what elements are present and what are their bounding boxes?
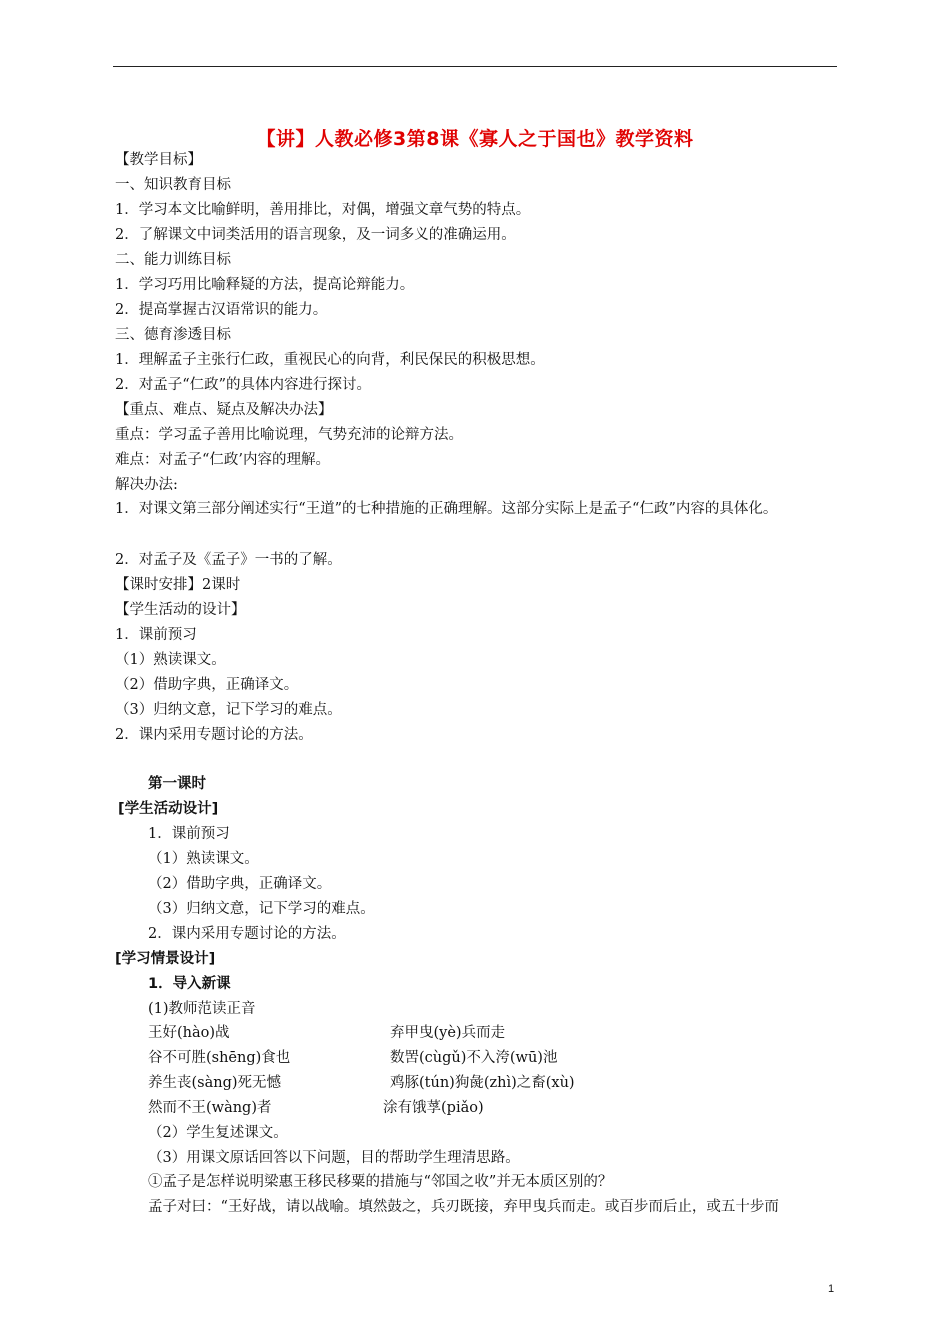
text-line: 重点：学习孟子善用比喻说理，气势充沛的论辩方法。 — [115, 427, 463, 443]
text-line: (1)教师范读正音 — [148, 1001, 256, 1017]
section-heading: 【教学目标】 — [115, 152, 202, 168]
page-number: 1 — [828, 1283, 835, 1295]
text-line: 2．了解课文中词类活用的语言现象，及一词多义的准确运用。 — [115, 227, 516, 243]
subheading: 二、能力训练目标 — [115, 252, 231, 268]
subsection-heading: [学生活动设计] — [118, 801, 219, 817]
pinyin-item: 谷不可胜(shēng)食也 — [148, 1050, 291, 1066]
text-line: 1．课前预习 — [148, 826, 230, 842]
text-line: 2．提高掌握古汉语常识的能力。 — [115, 302, 328, 318]
text-line: （3）归纳文意，记下学习的难点。 — [148, 901, 375, 917]
text-line: （3）用课文原话回答以下问题，目的帮助学生理清思路。 — [148, 1150, 520, 1166]
question-line: ①孟子是怎样说明梁惠王移民移粟的措施与“邻国之收”并无本质区别的？ — [148, 1174, 613, 1190]
text-line: 2．课内采用专题讨论的方法。 — [148, 926, 346, 942]
text-line: （2）借助字典，正确译文。 — [115, 677, 299, 693]
text-line: 1．学习巧用比喻释疑的方法，提高论辩能力。 — [115, 277, 415, 293]
text-line: 1．理解孟子主张行仁政，重视民心的向背，利民保民的积极思想。 — [115, 352, 545, 368]
text-line: 1．学习本文比喻鲜明，善用排比，对偶，增强文章气势的特点。 — [115, 202, 531, 218]
pinyin-item: 数罟(cùgǔ)不入洿(wū)池 — [390, 1050, 558, 1066]
text-line: （1）熟读课文。 — [148, 851, 259, 867]
pinyin-item: 鸡豚(tún)狗彘(zhì)之畜(xù) — [390, 1075, 575, 1091]
section-heading: 【学生活动的设计】 — [115, 602, 246, 618]
pinyin-item: 养生丧(sàng)死无憾 — [148, 1075, 282, 1091]
text-line: 1．课前预习 — [115, 627, 197, 643]
text-line: （1）熟读课文。 — [115, 652, 226, 668]
document-title: 【讲】人教必修3第8课《寡人之于国也》教学资料 — [256, 128, 694, 150]
pinyin-item: 涂有饿莩(piǎo) — [383, 1100, 484, 1116]
pinyin-item: 然而不王(wàng)者 — [148, 1100, 272, 1116]
subheading: 三、德育渗透目标 — [115, 327, 231, 343]
text-paragraph: 1．对课文第三部分阐述实行“王道”的七种措施的正确理解。这部分实际上是孟子“仁政”内容的具体化。 — [115, 501, 778, 517]
text-line: （2）学生复述课文。 — [148, 1125, 288, 1141]
text-line: （3）归纳文意，记下学习的难点。 — [115, 702, 342, 718]
subsection-heading: [学习情景设计] — [115, 951, 216, 967]
pinyin-item: 弃甲曳(yè)兵而走 — [390, 1025, 506, 1041]
section-heading: 【课时安排】2课时 — [115, 577, 241, 593]
text-line: 孟子对曰：“王好战，请以战喻。填然鼓之，兵刃既接，弃甲曳兵而走。或百步而后止，或五十步而 — [148, 1199, 779, 1215]
pinyin-item: 王好(hào)战 — [148, 1025, 230, 1041]
text-line: 2．对孟子“仁政”的具体内容进行探讨。 — [115, 377, 372, 393]
text-line: 难点：对孟子“仁政’内容的理解。 — [115, 452, 331, 468]
text-line: 2．对孟子及《孟子》一书的了解。 — [115, 552, 342, 568]
lesson-heading: 第一课时 — [148, 776, 206, 792]
step-heading: 1．导入新课 — [148, 976, 231, 992]
text-line: 解决办法: — [115, 477, 178, 493]
text-line: （2）借助字典，正确译文。 — [148, 876, 332, 892]
text-line: 2．课内采用专题讨论的方法。 — [115, 727, 313, 743]
header-rule — [113, 66, 837, 67]
section-heading: 【重点、难点、疑点及解决办法】 — [115, 402, 333, 418]
subheading: 一、知识教育目标 — [115, 177, 231, 193]
